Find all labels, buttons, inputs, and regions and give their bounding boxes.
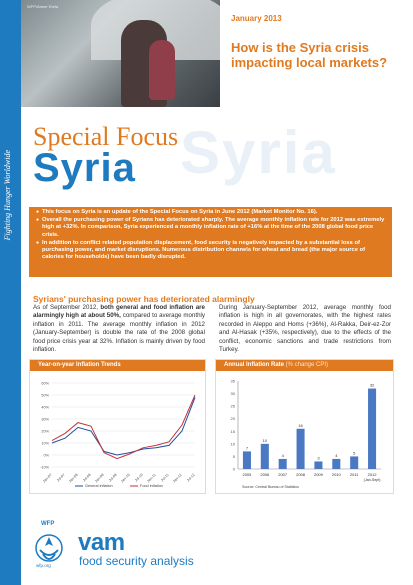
bar: [350, 456, 358, 469]
x-tick-label: Jan-09: [94, 472, 105, 484]
bar: [332, 459, 340, 469]
cover-photo: [21, 0, 220, 107]
bar-value-label: 16: [298, 422, 303, 428]
bar-value-label: 32: [369, 382, 375, 388]
bar-value-label: 4: [281, 452, 284, 458]
line-chart-title: Year-on-year Inflation Trends: [30, 360, 205, 371]
x-tick-label: Jul-08: [81, 472, 92, 483]
x-tick-label: Jan-07: [42, 472, 53, 484]
y-tick-label: 40%: [41, 405, 49, 410]
series-line: [52, 395, 195, 459]
line-chart-panel: [29, 359, 206, 494]
photo-credit: WFP/Abeer Etefa: [27, 4, 59, 9]
x-tick-label: 2006: [260, 472, 270, 477]
summary-bullet: ● In addition to conflict related population displacement, food security is negatively impacted by a substantial loss of purchasing power, and market disruptions. Numerous distribution channels for wheat and bread (the major source of calories for households) have been badly disrupted.: [36, 240, 388, 262]
y-tick-label: 30: [230, 391, 235, 397]
y-tick-label: 20%: [41, 429, 49, 434]
bar-chart-panel: [215, 359, 394, 494]
line-chart: [30, 371, 205, 493]
y-tick-label: 0: [232, 466, 235, 472]
bar-chart: [216, 371, 393, 493]
x-tick-label: Jul-10: [133, 472, 144, 483]
x-tick-label: Jan-10: [120, 472, 131, 484]
x-tick-label: Jan-12: [172, 472, 183, 484]
y-tick-label: 60%: [41, 381, 49, 386]
x-tick-label: 2008: [296, 472, 306, 477]
y-tick-label: 5: [232, 453, 235, 459]
bar: [279, 459, 287, 469]
x-tick-label: 2011: [349, 472, 359, 477]
summary-bullet: ● This focus on Syria is an update of the Special Focus on Syria in June 2012 (Market Monitor No. 16).: [36, 209, 388, 216]
x-tick-label: Jan-11: [146, 472, 157, 484]
bar-chart-title: Annual Inflation Rate (% change CPI): [216, 360, 393, 371]
wfp-label: WFP: [41, 521, 55, 527]
x-tick-label: 2007: [278, 472, 288, 477]
section-title: Syrians' purchasing power has deteriorated alarmingly: [33, 294, 255, 304]
syria-title: Syria: [33, 146, 136, 190]
legend-label: Food inflation: [140, 484, 163, 488]
bar-value-label: 5: [353, 450, 356, 456]
vam-logo-text: vam: [78, 529, 125, 556]
x-tick-label: 2009: [313, 472, 323, 477]
bar: [314, 461, 322, 469]
bar: [368, 389, 376, 469]
wfp-url: wfp.org: [36, 563, 51, 568]
body-column-right: During January-September 2012, average monthly food inflation is high in all governorates, with the highest rates recorded in Aleppo and Homs (+36%), Al-Rakka, Deir-ez-Zor and Al-Hasak (+35%, respectively), due to the effects of the conflict, economic sanctions and trade restrictions from Turkey.: [219, 304, 391, 354]
x-tick-label: 2010: [331, 472, 341, 477]
bar-value-label: 7: [245, 445, 249, 451]
headline: How is the Syria crisis impacting local markets?: [231, 40, 388, 70]
summary-bullet: ● Overall the purchasing power of Syrians has deteriorated sharply. The average monthly inflation rate for 2012 was extremely high at +32%. In comparison, Syria experienced a monthly inflation rate of +16% at the time of the 2008 global food price crisis.: [36, 217, 388, 239]
bar-value-label: 10: [262, 437, 268, 443]
y-tick-label: 35: [230, 378, 235, 384]
bar-value-label: 3: [317, 455, 320, 461]
issue-date: January 2013: [231, 14, 282, 23]
vam-subtitle: food security analysis: [79, 554, 194, 568]
x-tick-label: Jul-11: [160, 472, 170, 483]
y-tick-label: 0%: [43, 453, 49, 458]
y-tick-label: 10%: [41, 441, 49, 446]
bar: [297, 429, 305, 469]
y-tick-label: 30%: [41, 417, 49, 422]
y-tick-label: 10: [230, 441, 235, 447]
x-tick-label: 2012: [367, 472, 377, 477]
body-column-left: As of September 2012, both general and food inflation are alarmingly high at about 50%, compared to average monthly inflation in 2011. The average monthly inflation in 2012 (January-September) is double the rate of the 2008 global food price crisis year at 32%. Inflation is mainly driven by food inflation.: [33, 304, 205, 354]
bar-value-label: 4: [335, 452, 338, 458]
title-watermark: Syria: [180, 119, 337, 186]
x-tick-label: 2005: [242, 472, 252, 477]
x-tick-label: Jul-07: [55, 472, 66, 483]
y-tick-label: 25: [230, 403, 235, 409]
x-tick-label: Jan-08: [68, 472, 79, 484]
x-tick-label: Jul-12: [185, 472, 196, 483]
bar: [243, 451, 251, 469]
y-tick-label: 20: [230, 416, 235, 422]
y-tick-label: 50%: [41, 393, 49, 398]
x-tick-sublabel: (Jan-Sept): [363, 478, 381, 482]
x-tick-label: Jul-09: [107, 472, 118, 483]
tagline: Fighting Hunger Worldwide: [3, 150, 12, 241]
chart-source: Source: Central Bureau of Statistics: [242, 485, 299, 489]
bar: [261, 444, 269, 469]
y-tick-label: 15: [230, 428, 235, 434]
special-focus-title: Special Focus: [33, 122, 179, 151]
y-tick-label: -10%: [40, 465, 49, 470]
summary-box: [29, 207, 392, 277]
legend-label: General inflation: [85, 484, 113, 488]
left-sidebar: [0, 0, 21, 585]
